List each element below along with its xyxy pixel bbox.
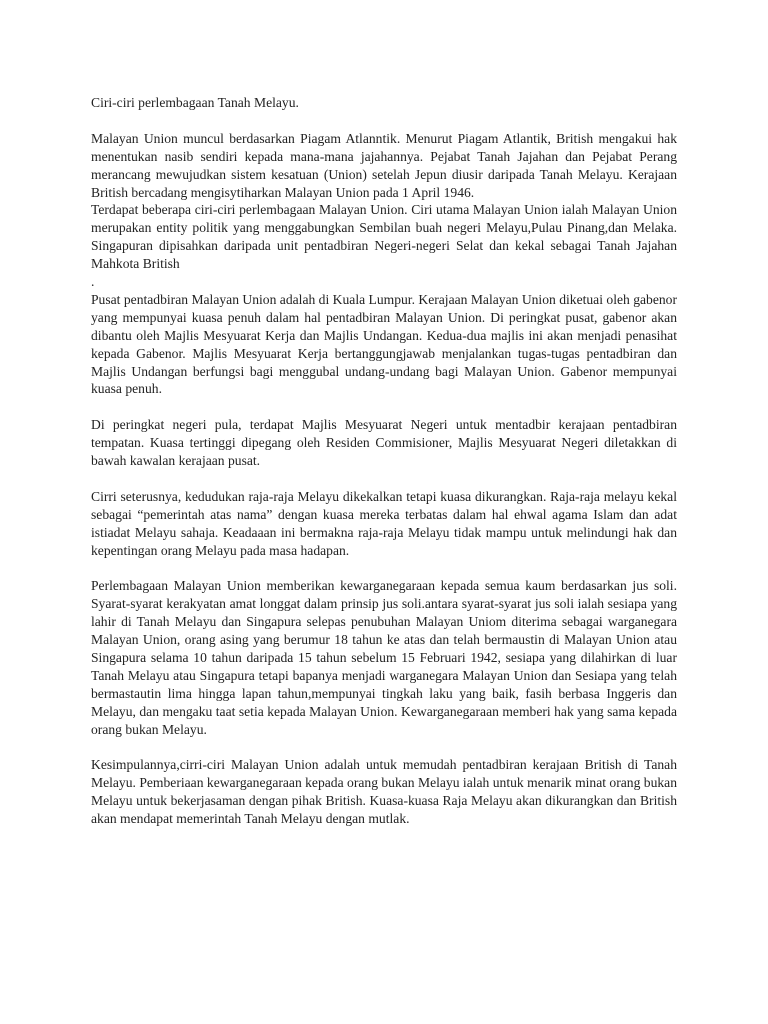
paragraph-central-admin: Pusat pentadbiran Malayan Union adalah di Kuala Lumpur. Kerajaan Malayan Union diketuai oleh gabenor yang mempunyai kuasa penuh dalam hal pentadbiran Malayan Union. Di peringkat pusat, gabenor akan dibantu oleh Majlis Mesyuarat Kerja dan Majlis Undangan. Kedua-dua majlis ini akan menjadi penasihat kepada Gabenor. Majlis Mesyuarat Kerja bertanggungjawab menjalankan tugas-tugas pentadbiran dan Majlis Undangan berfungsi bagi menggubal undang-undang bagi Malayan Union. Gabenor mempunyai kuasa penuh. bbox=[91, 291, 677, 397]
paragraph-citizenship: Perlembagaan Malayan Union memberikan kewarganegaraan kepada semua kaum berdasarkan jus soli. Syarat-syarat kerakyatan amat longgat dalam prinsip jus soli.antara syarat-syarat jus soli ialah sesiapa yang lahir di Tanah Melayu dan Singapura selepas penubuhan Malayan Uniom diterima sebagai warganegara Malayan Union, orang asing yang berumur 18 tahun ke atas dan telah bermaustin di Malayan Union atau Singapura selama 10 tahun daripada 15 tahun sebelum 15 Februari 1942, sesiapa yang dilahirkan di luar Tanah Melayu atau Singapura tetapi bapanya menjadi warganegara Malayan Union dan Sesiapa yang telah bermastautin lima hingga lapan tahun,mempunyai tingkah laku yang baik, fasih berbasa Inggeris dan Melayu, dan mengaku taat setia kepada Malayan Union. Kewarganegaraan memberi hak yang sama kepada orang bukan Melayu. bbox=[91, 578, 677, 737]
stray-period: . bbox=[91, 274, 95, 290]
paragraph-intro: Malayan Union muncul berdasarkan Piagam Atlanntik. Menurut Piagam Atlantik, British mengakui hak menentukan nasib sendiri kepada mana-mana jajahannya. Pejabat Tanah Jajahan dan Pejabat Perang merancang mewujudkan sistem kesatuan (Union) setelah Jepun diusir daripada Tanah Melayu. Kerajaan British bercadang mengisytiharkan Malayan Union pada 1 April 1946. bbox=[91, 130, 677, 200]
document-body bbox=[91, 94, 677, 828]
paragraph-state-level: Di peringkat negeri pula, terdapat Majlis Mesyuarat Negeri untuk mentadbir kerajaan pentadbiran tempatan. Kuasa tertinggi dipegang oleh Residen Commisioner, Majlis Mesyuarat Negeri diletakkan di bawah kawalan kerajaan pusat. bbox=[91, 417, 677, 469]
paragraph-conclusion: Kesimpulannya,cirri-ciri Malayan Union adalah untuk memudah pentadbiran kerajaan British di Tanah Melayu. Pemberiaan kewarganegaraan kepada orang bukan Melayu ialah untuk menarik minat orang bukan Melayu untuk bekerjasaman dengan pihak British. Kuasa-kuasa Raja Melayu akan dikurangkan dan British akan mendapat memerintah Tanah Melayu dengan mutlak. bbox=[91, 757, 677, 827]
paragraph-malay-rulers: Cirri seterusnya, kedudukan raja-raja Melayu dikekalkan tetapi kuasa dikurangkan. Raja-raja melayu kekal sebagai “pemerintah atas nama” dengan kuasa mereka terbatas dalam hal ehwal agama Islam dan adat istiadat Melayu sahaja. Keadaaan ini bermakna raja-raja Melayu tidak mampu untuk melindungi hak dan kepentingan orang Melayu pada masa hadapan. bbox=[91, 488, 677, 558]
paragraph-features: Terdapat beberapa ciri-ciri perlembagaan Malayan Union. Ciri utama Malayan Union ialah Malayan Union merupakan entity politik yang menggabungkan Sembilan buah negeri Melayu,Pulau Pinang,dan Melaka. Singapuran dipisahkan daripada unit pentadbiran Negeri-negeri Selat dan kekal sebagai Tanah Jajahan Mahkota British bbox=[91, 202, 677, 272]
document-title: Ciri-ciri perlembagaan Tanah Melayu. bbox=[91, 95, 299, 110]
